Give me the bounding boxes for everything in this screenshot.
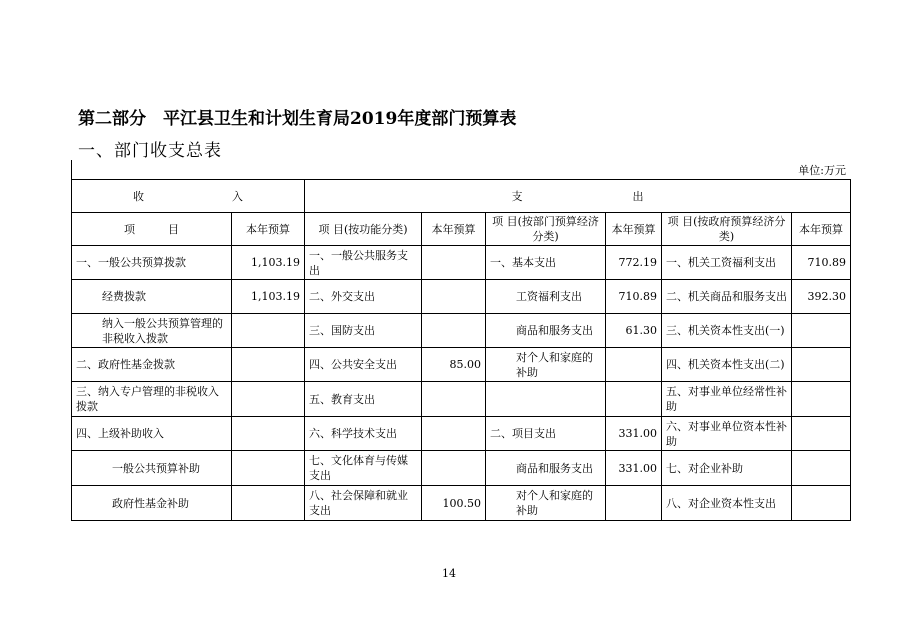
func-value: 85.00 bbox=[422, 348, 486, 382]
func-value: 100.50 bbox=[422, 486, 486, 521]
dept-item: 商品和服务支出 bbox=[486, 451, 606, 486]
income-item: 纳入一般公共预算管理的非税收入拨款 bbox=[72, 314, 232, 348]
header-row-columns bbox=[72, 213, 851, 246]
gov-item: 二、机关商品和服务支出 bbox=[662, 280, 792, 314]
col-header-func-budget: 本年预算 bbox=[422, 213, 486, 246]
table-row bbox=[72, 246, 851, 280]
func-item: 六、科学技术支出 bbox=[305, 417, 422, 451]
col-header-func: 项 目(按功能分类) bbox=[305, 213, 422, 246]
gov-value bbox=[792, 382, 851, 417]
func-item: 三、国防支出 bbox=[305, 314, 422, 348]
table-subtitle: 一、部门收支总表 bbox=[78, 141, 222, 161]
dept-item: 商品和服务支出 bbox=[486, 314, 606, 348]
table-row bbox=[72, 280, 851, 314]
func-value bbox=[422, 280, 486, 314]
income-item: 二、政府性基金拨款 bbox=[72, 348, 232, 382]
func-item: 五、教育支出 bbox=[305, 382, 422, 417]
expense-header: 支 出 bbox=[305, 180, 851, 213]
gov-item: 一、机关工资福利支出 bbox=[662, 246, 792, 280]
dept-value: 61.30 bbox=[606, 314, 662, 348]
income-value bbox=[232, 417, 305, 451]
table-row bbox=[72, 348, 851, 382]
dept-item: 对个人和家庭的补助 bbox=[486, 486, 606, 521]
func-item: 一、一般公共服务支出 bbox=[305, 246, 422, 280]
func-item: 七、文化体育与传媒支出 bbox=[305, 451, 422, 486]
income-item: 三、纳入专户管理的非税收入拨款 bbox=[72, 382, 232, 417]
table-row bbox=[72, 451, 851, 486]
table-row bbox=[72, 382, 851, 417]
dept-item: 一、基本支出 bbox=[486, 246, 606, 280]
dept-item: 工资福利支出 bbox=[486, 280, 606, 314]
income-value: 1,103.19 bbox=[232, 246, 305, 280]
income-value bbox=[232, 486, 305, 521]
unit-label: 单位:万元 bbox=[798, 164, 846, 177]
gov-item: 三、机关资本性支出(一) bbox=[662, 314, 792, 348]
gov-item: 五、对事业单位经常性补助 bbox=[662, 382, 792, 417]
gov-value bbox=[792, 348, 851, 382]
gov-value bbox=[792, 314, 851, 348]
income-value bbox=[232, 348, 305, 382]
func-value bbox=[422, 382, 486, 417]
gov-value: 392.30 bbox=[792, 280, 851, 314]
dept-value: 331.00 bbox=[606, 451, 662, 486]
func-item: 四、公共安全支出 bbox=[305, 348, 422, 382]
func-value bbox=[422, 451, 486, 486]
income-header: 收 入 bbox=[72, 180, 305, 213]
dept-value: 772.19 bbox=[606, 246, 662, 280]
gov-item: 八、对企业资本性支出 bbox=[662, 486, 792, 521]
dept-value: 331.00 bbox=[606, 417, 662, 451]
dept-value bbox=[606, 486, 662, 521]
table-row bbox=[72, 314, 851, 348]
dept-item bbox=[486, 382, 606, 417]
col-header-dept-econ: 项 目(按部门预算经济分类) bbox=[486, 213, 606, 246]
col-header-gov-econ: 项 目(按政府预算经济分类) bbox=[662, 213, 792, 246]
income-value bbox=[232, 314, 305, 348]
gov-value bbox=[792, 486, 851, 521]
page-number: 14 bbox=[442, 567, 456, 580]
gov-value bbox=[792, 417, 851, 451]
func-value bbox=[422, 314, 486, 348]
dept-item: 对个人和家庭的补助 bbox=[486, 348, 606, 382]
document-title: 第二部分 平江县卫生和计划生育局2019年度部门预算表 bbox=[78, 109, 517, 129]
table-row bbox=[72, 486, 851, 521]
income-item: 政府性基金补助 bbox=[72, 486, 232, 521]
dept-item: 二、项目支出 bbox=[486, 417, 606, 451]
income-value bbox=[232, 382, 305, 417]
dept-value: 710.89 bbox=[606, 280, 662, 314]
gov-value: 710.89 bbox=[792, 246, 851, 280]
func-item: 八、社会保障和就业支出 bbox=[305, 486, 422, 521]
col-header-income-budget: 本年预算 bbox=[232, 213, 305, 246]
col-header-dept-budget: 本年预算 bbox=[606, 213, 662, 246]
dept-value bbox=[606, 382, 662, 417]
gov-item: 六、对事业单位资本性补助 bbox=[662, 417, 792, 451]
income-value bbox=[232, 451, 305, 486]
func-value bbox=[422, 417, 486, 451]
income-item: 四、上级补助收入 bbox=[72, 417, 232, 451]
unit-row bbox=[71, 160, 850, 179]
header-row-top bbox=[72, 180, 851, 213]
table-row bbox=[72, 417, 851, 451]
col-header-item: 项 目 bbox=[72, 213, 232, 246]
func-value bbox=[422, 246, 486, 280]
gov-item: 四、机关资本性支出(二) bbox=[662, 348, 792, 382]
col-header-gov-budget: 本年预算 bbox=[792, 213, 851, 246]
income-item: 一般公共预算补助 bbox=[72, 451, 232, 486]
income-item: 一、一般公共预算拨款 bbox=[72, 246, 232, 280]
dept-value bbox=[606, 348, 662, 382]
gov-item: 七、对企业补助 bbox=[662, 451, 792, 486]
gov-value bbox=[792, 451, 851, 486]
income-item: 经费拨款 bbox=[72, 280, 232, 314]
budget-table bbox=[71, 179, 851, 521]
income-value: 1,103.19 bbox=[232, 280, 305, 314]
func-item: 二、外交支出 bbox=[305, 280, 422, 314]
